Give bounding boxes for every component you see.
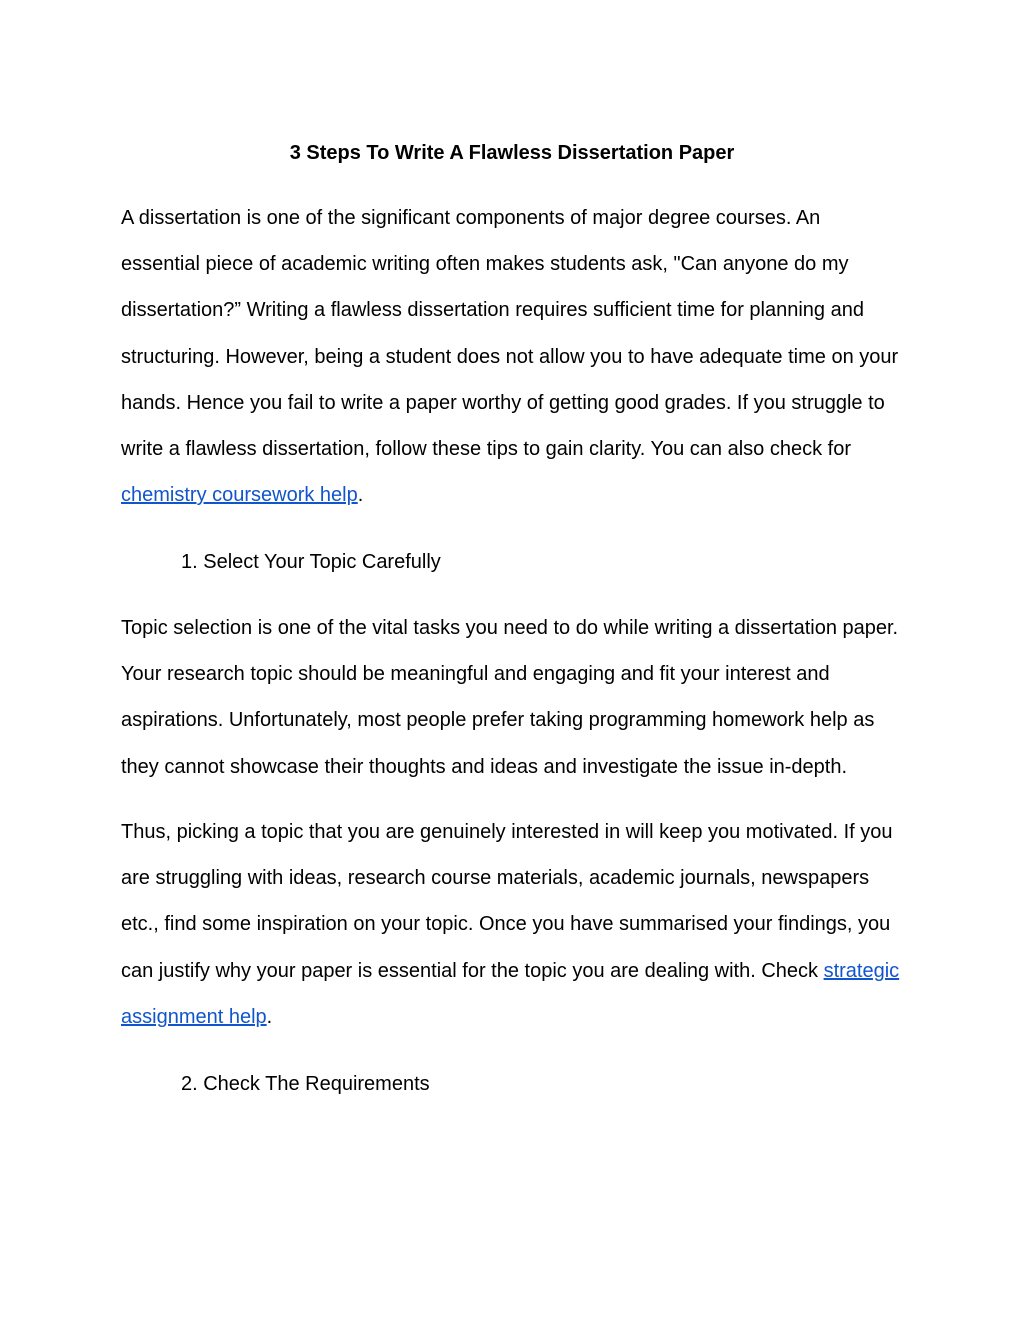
- intro-link-line: [121, 472, 921, 518]
- section1-para1-line: Topic selection is one of the vital tasks you need to do while writing a dissertation paper.: [121, 617, 899, 639]
- section1-paragraph-1: [121, 605, 921, 790]
- intro-period: .: [357, 484, 364, 507]
- section1-heading: 1. Select Your Topic Carefully: [181, 551, 441, 573]
- section2-heading: 2. Check The Requirements: [181, 1073, 430, 1095]
- strategic-assignment-help-link-continued[interactable]: assignment help: [121, 1005, 267, 1028]
- chemistry-coursework-help-link[interactable]: chemistry coursework help: [121, 484, 358, 507]
- strategic-assignment-help-link[interactable]: strategic: [823, 959, 900, 982]
- section1-para2-link-line-2: [121, 994, 921, 1040]
- intro-line: A dissertation is one of the significant components of major degree courses. An: [121, 207, 821, 229]
- intro-line: write a flawless dissertation, follow these tips to gain clarity. You can also check for: [121, 438, 851, 461]
- section1-para1-line: Your research topic should be meaningful and engaging and fit your interest and: [121, 663, 830, 686]
- document-title: 3 Steps To Write A Flawless Dissertation Paper: [289, 142, 735, 164]
- intro-line: hands. Hence you fail to write a paper worthy of getting good grades. If you struggle to: [121, 391, 885, 414]
- section1-paragraph-2: [121, 809, 921, 1040]
- intro-line: structuring. However, being a student does not allow you to have adequate time on your: [121, 345, 899, 368]
- section1-para2-period: .: [266, 1005, 273, 1028]
- section1-para2-link-line: [121, 948, 921, 994]
- section1-para2-line: are struggling with ideas, research course materials, academic journals, newspapers: [121, 867, 870, 890]
- section1-para2-line: Thus, picking a topic that you are genuinely interested in will keep you motivated. If you: [121, 821, 893, 843]
- section1-para1-line: aspirations. Unfortunately, most people prefer taking programming homework help as: [121, 709, 875, 732]
- intro-line: dissertation?” Writing a flawless dissertation requires sufficient time for planning and: [121, 299, 864, 322]
- section1-para2-line: etc., find some inspiration on your topic. Once you have summarised your findings, you: [121, 913, 891, 936]
- intro-line: essential piece of academic writing often makes students ask, "Can anyone do my: [121, 253, 849, 276]
- section1-para1-line: they cannot showcase their thoughts and ideas and investigate the issue in-depth.: [121, 755, 848, 778]
- intro-paragraph: [121, 195, 921, 518]
- section1-para2-text: can justify why your paper is essential for the topic you are dealing with. Check: [121, 959, 824, 982]
